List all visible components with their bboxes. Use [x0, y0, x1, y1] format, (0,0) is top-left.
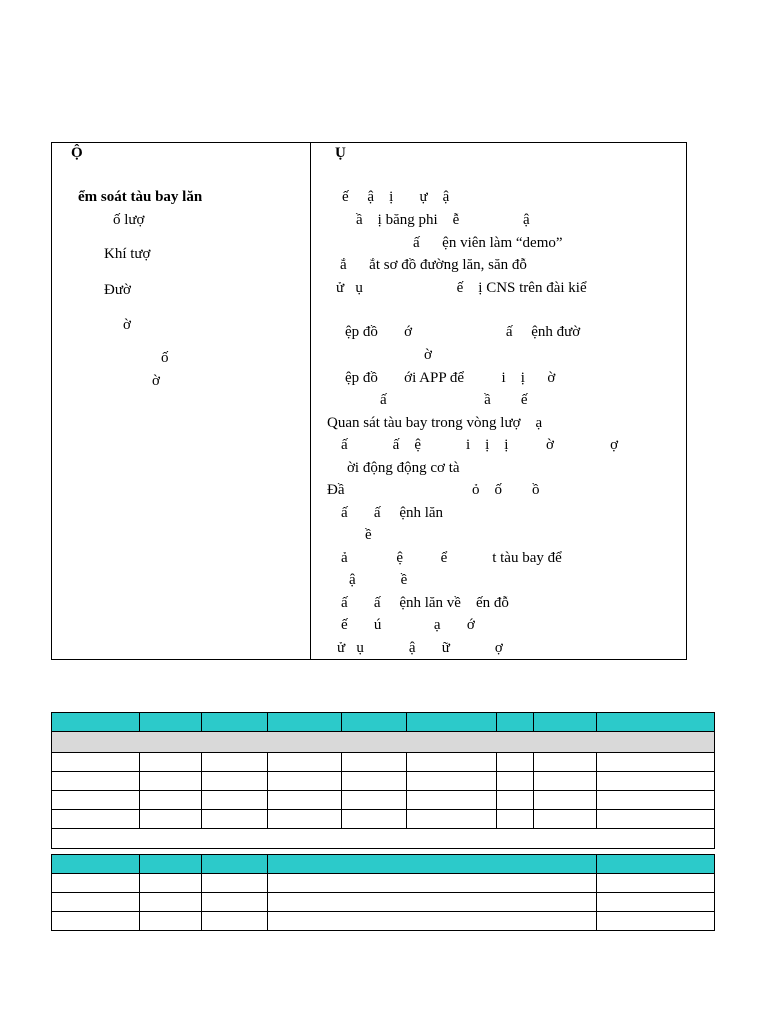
table-cell	[52, 772, 140, 791]
table-cell	[497, 810, 534, 829]
column-divider	[310, 143, 311, 659]
right-line: ậ ề	[349, 572, 408, 588]
section-cell	[52, 732, 715, 753]
table-cell	[202, 791, 268, 810]
header-cell	[597, 855, 715, 874]
right-line: ấ ện viên làm “demo”	[413, 235, 563, 251]
table-cell	[52, 912, 140, 931]
table-row	[52, 772, 715, 791]
table-cell	[140, 874, 202, 893]
table-cell	[140, 893, 202, 912]
right-line: ệp đồ ới APP để i ị ờ	[345, 370, 556, 386]
table-row	[52, 791, 715, 810]
table-cell	[268, 810, 342, 829]
right-line: ế ậ ị ự ậ	[342, 189, 450, 205]
table-header-row	[52, 713, 715, 732]
table-cell	[342, 753, 407, 772]
table-cell	[342, 810, 407, 829]
lower-table	[51, 854, 715, 931]
table-cell	[268, 772, 342, 791]
table-cell	[268, 893, 597, 912]
right-line: ấ ấ ệnh lăn về ến đỗ	[341, 595, 509, 611]
table-cell	[407, 791, 497, 810]
table-cell	[268, 791, 342, 810]
right-line: ả ệ ể t tàu bay để	[341, 550, 562, 566]
table-header-row	[52, 855, 715, 874]
right-line: Quan sát tàu bay trong vòng lượ ạ	[327, 415, 543, 431]
table-cell	[202, 874, 268, 893]
right-line: ấ ấ ệ i ị ị ờ ợ	[341, 437, 619, 453]
table-cell	[140, 912, 202, 931]
table-cell	[140, 810, 202, 829]
right-line: ời động động cơ tà	[347, 460, 460, 476]
table-cell	[140, 753, 202, 772]
table-cell	[202, 893, 268, 912]
header-cell	[407, 713, 497, 732]
right-line: Đầ ỏ ố ồ	[327, 482, 540, 498]
header-cell	[140, 855, 202, 874]
upper-table	[51, 712, 715, 849]
table-row	[52, 893, 715, 912]
table-cell	[52, 893, 140, 912]
header-cell	[342, 713, 407, 732]
header-cell	[268, 855, 597, 874]
right-line: ắ ắt sơ đồ đường lăn, săn đỗ	[340, 257, 527, 273]
table-cell	[268, 753, 342, 772]
table-cell	[597, 772, 715, 791]
right-line: ầ ị băng phi ễ ậ	[356, 212, 530, 228]
table-cell	[342, 791, 407, 810]
left-line: ố	[161, 350, 169, 366]
header-cell	[202, 713, 268, 732]
table-cell	[597, 810, 715, 829]
table-cell	[342, 772, 407, 791]
right-line: ử ụ ế ị CNS trên đài kiể	[336, 280, 587, 296]
table-cell	[52, 791, 140, 810]
table-cell	[407, 810, 497, 829]
table-cell	[534, 810, 597, 829]
header-cell	[52, 713, 140, 732]
left-line: Khí tượ	[104, 246, 151, 262]
table-cell	[52, 753, 140, 772]
table-row	[52, 810, 715, 829]
table-cell	[202, 753, 268, 772]
header-cell	[52, 855, 140, 874]
table-cell	[140, 791, 202, 810]
left-line: ờ	[123, 317, 131, 333]
table-cell	[597, 874, 715, 893]
table-row	[52, 753, 715, 772]
table-row	[52, 912, 715, 931]
table-cell	[497, 753, 534, 772]
header-cell	[268, 713, 342, 732]
table-cell	[52, 874, 140, 893]
header-cell	[597, 713, 715, 732]
table-cell	[407, 753, 497, 772]
table-cell	[407, 772, 497, 791]
table-cell	[597, 791, 715, 810]
table-cell	[202, 912, 268, 931]
table-row	[52, 874, 715, 893]
right-line: ệp đồ ớ ấ ệnh đườ	[345, 324, 581, 340]
table-cell	[202, 810, 268, 829]
table-cell	[52, 810, 140, 829]
right-column-header: Ụ	[335, 145, 346, 161]
left-line: Đườ	[104, 282, 131, 298]
right-line: ử ụ ậ ữ ợ	[337, 640, 503, 656]
table-cell	[597, 912, 715, 931]
table-cell	[140, 772, 202, 791]
table-section-row	[52, 732, 715, 753]
table-cell	[202, 772, 268, 791]
table-spacer-row	[52, 829, 715, 849]
table-cell	[497, 791, 534, 810]
table-cell	[597, 753, 715, 772]
left-line: ố lượ	[113, 212, 145, 228]
table-cell	[534, 772, 597, 791]
right-line: ế ú ạ ớ	[341, 617, 475, 633]
header-cell	[202, 855, 268, 874]
right-line: ề	[365, 527, 372, 543]
header-cell	[497, 713, 534, 732]
table-cell	[268, 874, 597, 893]
header-cell	[140, 713, 202, 732]
table-cell	[534, 753, 597, 772]
table-cell	[268, 912, 597, 931]
spacer-cell	[52, 829, 715, 849]
left-line: ờ	[152, 373, 160, 389]
table-cell	[534, 791, 597, 810]
table-cell	[497, 772, 534, 791]
right-line: ấ ấ ệnh lăn	[341, 505, 444, 521]
header-cell	[534, 713, 597, 732]
left-column-header: Ộ	[71, 145, 83, 161]
right-line: ờ	[424, 347, 432, 363]
right-line: ấ ầ ế	[380, 392, 528, 408]
left-line: ểm soát tàu bay lăn	[78, 189, 203, 205]
table-cell	[597, 893, 715, 912]
